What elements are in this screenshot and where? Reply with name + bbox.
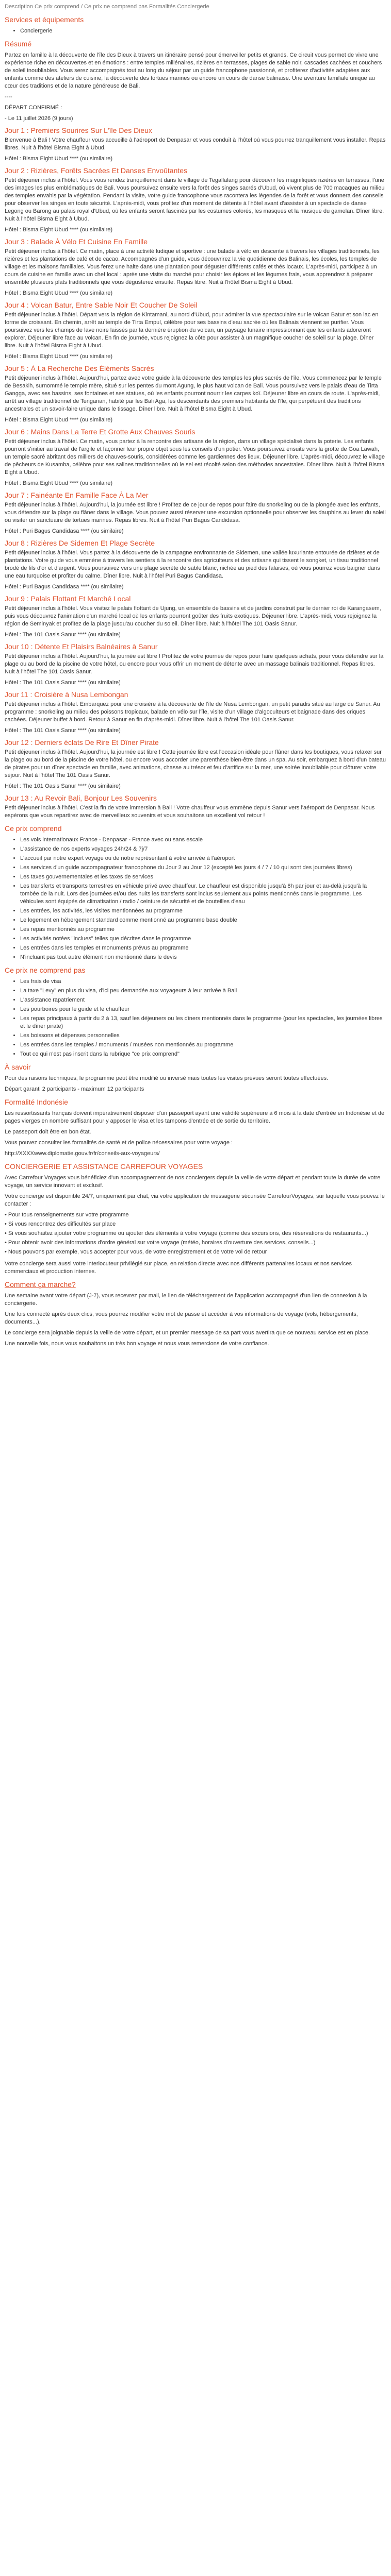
formalites-title: Formalité Indonésie <box>5 1098 68 1106</box>
list-item: • Si vous souhaitez ajouter votre programme ou ajouter des éléments à votre voyage (comme des excursions, des réservations de restaurants...) <box>5 1230 368 1236</box>
day-block <box>5 738 386 790</box>
day-hotel: Hôtel : Bisma Eight Ubud **** (ou similaire) <box>5 480 113 486</box>
how-section <box>5 1280 386 1348</box>
list-item: • Tout ce qui n'est pas inscrit dans la rubrique "ce prix comprend" <box>20 1050 386 1058</box>
concierge-list <box>5 1211 386 1256</box>
includes-list <box>5 836 386 961</box>
day-block <box>5 237 386 297</box>
diplomatie-link[interactable]: http://XXXXwww.diplomatie.gouv.fr/fr/conseils-aux-voyageurs/ <box>5 1150 160 1157</box>
day-title: Jour 5 : À La Recherche Des Éléments Sacrés <box>5 364 154 372</box>
concierge-section <box>5 1162 386 1276</box>
list-item: • Les entrées, les activités, les visites mentionnées au programme <box>20 907 386 915</box>
list-item: • N'incluant pas tout autre élément non mentionné dans le devis <box>20 954 386 961</box>
separator: ---- <box>5 94 12 100</box>
formalites-section <box>5 1097 386 1158</box>
day-title: Jour 2 : Rizières, Forêts Sacrées Et Danses Envoûtantes <box>5 166 188 175</box>
breadcrumb[interactable]: Description Ce prix comprend / Ce prix ne comprend pas Formalités Conciergerie <box>5 4 209 10</box>
day-title: Jour 13 : Au Revoir Bali, Bonjour Les Souvenirs <box>5 794 157 802</box>
list-item: • L'accueil par notre expert voyage ou de notre représentant à votre arrivée à l'aéroport <box>20 855 386 862</box>
list-item: • Les pourboires pour le guide et le chauffeur <box>20 1006 386 1013</box>
day-hotel: Hôtel : Bisma Eight Ubud **** (ou similaire) <box>5 227 113 233</box>
list-item-text: Si vous souhaitez ajouter votre programme ou ajouter des éléments à votre voyage (comme des excursions, des réservations de restaurants...) <box>8 1230 368 1236</box>
how-text: Une fois connecté après deux clics, vous pourrez modifier votre mot de passe et accéder à vos informations de voyage (vols, hébergements, documents...). <box>5 1311 358 1325</box>
how-text: Une semaine avant votre départ (J-7), vous recevrez par mail, le lien de téléchargement de l'application accompagné d'un lien de connexion à la conciergerie. <box>5 1293 367 1307</box>
day-block <box>5 793 386 820</box>
excludes-title: Ce prix ne comprend pas <box>5 966 86 974</box>
list-item: • Les transferts et transports terrestres en véhicule privé avec chauffeur. Le chauffeur est disponible jusqu'à 8h par jour et au-delà jusqu'à la tombée de la nuit. Lors des journées et/ou des nuits les transferts sont inclus seulement aux points mentionnés dans le programme. Les véhicules sont équipés de climatisation / radio / ceinture de sécurité et de bouteilles d'eau <box>20 883 386 906</box>
day-hotel: Hôtel : The 101 Oasis Sanur **** (ou similaire) <box>5 632 121 638</box>
excludes-section <box>5 965 386 1058</box>
savoir-text: Départ garanti 2 participants - maximum 12 participants <box>5 1086 144 1092</box>
day-title: Jour 6 : Mains Dans La Terre Et Grotte Aux Chauves Souris <box>5 428 196 436</box>
day-hotel: Hôtel : Puri Bagus Candidasa **** (ou similaire) <box>5 584 124 590</box>
day-title: Jour 12 : Derniers éclats De Rire Et Dîner Pirate <box>5 738 159 747</box>
day-hotel: Hôtel : The 101 Oasis Sanur **** (ou similaire) <box>5 783 121 789</box>
day-title: Jour 4 : Volcan Batur, Entre Sable Noir Et Coucher De Soleil <box>5 301 198 309</box>
day-hotel: Hôtel : The 101 Oasis Sanur **** (ou similaire) <box>5 680 121 686</box>
concierge-title: CONCIERGERIE ET ASSISTANCE CARREFOUR VOYAGES <box>5 1162 203 1171</box>
list-item-text: Pour tous renseignements sur votre programme <box>8 1212 129 1218</box>
day-title: Jour 8 : Rizières De Sidemen Et Plage Secrète <box>5 539 155 547</box>
savoir-text: Pour des raisons techniques, le programme peut être modifié ou inversé mais toutes les visites prévues seront toutes effectuées. <box>5 1075 329 1081</box>
day-block <box>5 642 386 687</box>
concierge-text: Votre concierge sera aussi votre interlocuteur privilégié sur place, en relation directe avec nos différents partenaires locaux et nos services commerciaux et production internes. <box>5 1261 352 1275</box>
day-text: Petit déjeuner inclus à l'hôtel. Aujourd'hui, la journée est libre ! Cette journée libre est l'occasion idéale pour flâner dans les boutiques, vous relaxer sur la plage ou au bord de la piscine de votre hôtel, ou encore vous accorder une parenthèse bien-être dans un spa. Au soir, embarquez à bord d'un bateau de pirates pour un dîner spectacle en famille, avec animations, chasse au trésor et feu d'artifice sur la mer, une soirée inoubliable pour clôturer votre séjour. Nuit à l'hôtel The 101 Oasis Sanur. <box>5 749 386 778</box>
formalites-text: Vous pouvez consulter les formalités de santé et de police nécessaires pour votre voyage : <box>5 1140 233 1146</box>
day-text: Petit déjeuner inclus à l'hôtel. Départ vers la région de Kintamani, au nord d'Ubud, pour admirer la vue spectaculaire sur le volcan Batur et son lac en forme de croissant. En chemin, arrêt au temple de Tirta Empul, célèbre pour ses bassins d'eau sacrée où les Balinais viennent se purifier. Vous poursuivez vers les champs de lave noire laissés par la dernière éruption du volcan, un paysage lunaire impressionnant que les enfants adoreront explorer. Déjeuner libre face au volcan. En fin de journée, vous rejoignez la côte pour assister à un magnifique coucher de soleil sur la plage. Dîner libre. Nuit à l'hôtel Bisma Eight à Ubud. <box>5 312 379 349</box>
day-title: Jour 7 : Fainéante En Famille Face À La Mer <box>5 491 149 499</box>
concierge-text: Votre concierge est disponible 24/7, uniquement par chat, via votre application de messagerie sécurisée CarrefourVoyages, sur laquelle vous pouvez le contacter : <box>5 1193 385 1207</box>
list-item: • Si vous rencontrez des difficultés sur place <box>5 1221 116 1227</box>
day-text: Petit déjeuner inclus à l'hôtel. Aujourd'hui, la journée est libre ! Profitez de ce jour de repos pour faire du snorkeling ou de la plongée avec les enfants, vous détendre sur la plage ou flâner dans le village. Vous pouvez aussi réserver une excursion optionnelle pour observer les dauphins au lever du soleil ou visiter un sanctuaire de tortues marines. Repas libres. Nuit à l'hôtel Puri Bagus Candidasa. <box>5 502 386 523</box>
savoir-title: À savoir <box>5 1063 31 1071</box>
day-hotel: Hôtel : Bisma Eight Ubud **** (ou similaire) <box>5 290 113 296</box>
list-item-text: Pour obtenir avoir des informations d'ordre général sur votre voyage (météo, horaires d'ouverture des services, conseils...) <box>8 1240 316 1246</box>
services-title: Services et équipements <box>5 15 84 24</box>
departure-label: DÉPART CONFIRMÉ : <box>5 105 62 111</box>
list-item-text: Nous pouvons par exemple, vous accepter pour vous, de votre enregistrement et de votre vol de retour <box>8 1249 267 1255</box>
day-block <box>5 126 386 163</box>
day-title: Jour 9 : Palais Flottant Et Marché Local <box>5 595 131 603</box>
list-item: • L'assistance rapatriement <box>20 996 386 1004</box>
list-item: • Nous pouvons par exemple, vous accepter pour vous, de votre enregistrement et de votre vol de retour <box>5 1249 267 1255</box>
formalites-text: Le passeport doit être en bon état. <box>5 1129 91 1135</box>
day-block <box>5 490 386 535</box>
list-item-text: Si vous rencontrez des difficultés sur place <box>8 1221 116 1227</box>
day-title: Jour 10 : Détente Et Plaisirs Balnéaires à Sanur <box>5 642 158 651</box>
services-list <box>5 27 386 35</box>
day-block <box>5 427 386 487</box>
day-title: Jour 11 : Croisière à Nusa Lembongan <box>5 690 128 699</box>
day-text: Petit déjeuner inclus à l'hôtel. C'est la fin de votre immersion à Bali ! Votre chauffeur vous emmène depuis Sanur vers l'aéroport de Denpasar. Nous espérons que vous repartirez avec de merveilleux souvenirs et vous souhaitons un excellent vol retour ! <box>5 805 375 819</box>
includes-section <box>5 824 386 961</box>
list-item: • Les entrées dans les temples / monuments / musées non mentionnés au programme <box>20 1041 386 1049</box>
resume-title: Résumé <box>5 40 32 48</box>
day-block <box>5 690 386 735</box>
day-text: Petit déjeuner inclus à l'hôtel. Ce matin, vous partez à la rencontre des artisans de la région, dans un village spécialisé dans la poterie. Les enfants pourront s'initier au travail de l'argile et façonner leur propre objet sous les conseils d'un potier. Vous poursuivez ensuite vers la grotte de Goa Lawah, un temple sacré abritant des milliers de chauves-souris, considérées comme les gardiennes des lieux. Déjeuner libre. L'après-midi, découvrez le village de pêcheurs de Kusamba, célèbre pour ses salines traditionnelles où le sel est récolté selon des méthodes ancestrales. Dîner libre. Nuit à l'hôtel Bisma Eight à Ubud. <box>5 438 385 476</box>
itinerary-section <box>5 126 386 820</box>
day-block <box>5 300 386 361</box>
list-item: • Les taxes gouvernementales et les taxes de services <box>20 873 386 881</box>
how-text: Une nouvelle fois, nous vous souhaitons un très bon voyage et nous vous remercions de votre confiance. <box>5 1341 269 1347</box>
day-text: Bienvenue à Bali ! Votre chauffeur vous accueille à l'aéroport de Denpasar et vous conduit à l'hôtel où vous pourrez tranquillement vous installer. Repas libres. Nuit à l'hôtel Bisma Eight à Ubud. <box>5 137 386 151</box>
list-item: • Les entrées dans les temples et monuments prévus au programme <box>20 944 386 952</box>
day-hotel: Hôtel : Bisma Eight Ubud **** (ou similaire) <box>5 156 113 162</box>
day-title: Jour 1 : Premiers Sourires Sur L'île Des Dieux <box>5 126 152 134</box>
resume-section <box>5 39 386 123</box>
concierge-text: Avec Carrefour Voyages vous bénéficiez d'un accompagnement de nos conciergers depuis la veille de votre départ et pendant toute la durée de votre voyage, un service innovant et exclusif. <box>5 1175 381 1189</box>
day-text: Petit déjeuner inclus à l'hôtel. Vous visitez le palais flottant de Ujung, un ensemble de bassins et de jardins construit par le dernier roi de Karangasem, puis vous découvrez l'animation d'un marché local où les enfants pourront goûter des fruits exotiques. Déjeuner libre. L'après-midi, vous rejoignez la région de Seminyak et profitez de la plage jusqu'au coucher du soleil. Dîner libre. Nuit à l'hôtel The 101 Oasis Sanur. <box>5 605 381 627</box>
includes-title: Ce prix comprend <box>5 824 62 833</box>
list-item: • Pour tous renseignements sur votre programme <box>5 1212 129 1218</box>
list-item: • Les boissons et dépenses personnelles <box>20 1032 386 1040</box>
day-hotel: Hôtel : Puri Bagus Candidasa **** (ou similaire) <box>5 528 124 534</box>
day-hotel: Hôtel : Bisma Eight Ubud **** (ou similaire) <box>5 417 113 423</box>
day-text: Petit déjeuner inclus à l'hôtel. Vous partez à la découverte de la campagne environnante de Sidemen, une vallée luxuriante entourée de rizières et de plantations. Votre guide vous emmène à travers les sentiers à la rencontre des agriculteurs et des artisans qui tissent le songket, un tissu traditionnel brodé de fils d'or et d'argent. Vous poursuivez vers une plage secrète de sable blanc, nichée au pied des falaises, où vous pourrez vous baigner dans une eau turquoise et profiter du calme. Dîner libre. Nuit à l'hôtel Puri Bagus Candidasa. <box>5 550 380 579</box>
day-hotel: Hôtel : The 101 Oasis Sanur **** (ou similaire) <box>5 727 121 734</box>
list-item: • Les vols internationaux France - Denpasar - France avec ou sans escale <box>20 836 386 844</box>
list-item: • Les repas principaux à partir du 2 à 13, sauf les déjeuners ou les dîners mentionnés dans le programme (pour les spectacles, les journées libres et le dîner pirate) <box>20 1015 386 1030</box>
services-section <box>5 15 386 35</box>
list-item: • Les frais de visa <box>20 978 386 986</box>
day-block <box>5 166 386 234</box>
list-item: • La taxe "Levy" en plus du visa, d'ici peu demandée aux voyageurs à leur arrivée à Bali <box>20 987 386 995</box>
list-item: • Le logement en hébergement standard comme mentionné au programme base double <box>20 917 386 924</box>
day-text: Petit déjeuner inclus à l'hôtel. Vous vous rendez tranquillement dans le village de Tegallalang pour découvrir les magnifiques rizières en terrasses, l'une des images les plus emblématiques de Bali. Vous poursuivez ensuite vers la forêt des singes sacrés d'Ubud, où vivent plus de 700 macaques au milieu des temples envahis par la végétation. Pendant la visite, votre guide francophone vous racontera les légendes de la forêt et vous donnera des conseils pour observer les singes en toute sécurité. L'après-midi, vous profitez d'un moment de détente à l'hôtel avant d'assister à un spectacle de danse Legong ou Barong au palais royal d'Ubud, où les enfants seront fascinés par les costumes colorés, les masques et la musique du gamelan. Dîner libre. Nuit à l'hôtel Bisma Eight à Ubud. <box>5 177 385 222</box>
list-item: • Les repas mentionnés au programme <box>20 926 386 934</box>
how-text: Le concierge sera joignable depuis la veille de votre départ, et un premier message de sa part vous avertira que ce nouveau service est en place. <box>5 1330 370 1336</box>
how-title: Comment ça marche? <box>5 1280 76 1289</box>
day-block <box>5 364 386 424</box>
formalites-text: Les ressortissants français doivent impérativement disposer d'un passeport ayant une validité supérieure à 6 mois à la date d'entrée en Indonésie et de pages vierges en nombre suffisant pour y apposer le visa et les tampons d'entrée et de sortie du territoire. <box>5 1110 385 1124</box>
list-item: • Pour obtenir avoir des informations d'ordre général sur votre voyage (météo, horaires d'ouverture des services, conseils...) <box>5 1240 316 1246</box>
day-hotel: Hôtel : Bisma Eight Ubud **** (ou similaire) <box>5 353 113 360</box>
day-text: Petit déjeuner inclus à l'hôtel. Embarquez pour une croisière à la découverte de l'île de Nusa Lembongan, un petit paradis situé au large de Sanur. Au programme : snorkeling au milieu des poissons tropicaux, balade en vélo sur l'île, visite d'un village d'algoculteurs et baignade dans des criques cachées. Déjeuner buffet à bord. Retour à Sanur en fin d'après-midi. Dîner libre. Nuit à l'hôtel The 101 Oasis Sanur. <box>5 701 380 723</box>
list-item: • Les activités notées "inclues" telles que décrites dans le programme <box>20 935 386 943</box>
day-title: Jour 3 : Balade À Vélo Et Cuisine En Famille <box>5 238 148 246</box>
savoir-section <box>5 1062 386 1093</box>
excludes-list <box>5 978 386 1058</box>
day-text: Petit déjeuner inclus à l'hôtel. Ce matin, place à une activité ludique et sportive : une balade à vélo en descente à travers les villages traditionnels, les rizières et les plantations de café et de cacao. Accompagnés d'un guide, vous découvrirez la vie quotidienne des Balinais, les écoles, les temples de village et les maisons familiales. Vous ferez une halte dans une plantation pour déguster différents cafés et thés locaux. L'après-midi, participez à un cours de cuisine en famille avec un chef local : après une visite du marché pour choisir les épices et les légumes frais, vous apprendrez à préparer ensemble plusieurs plats traditionnels que vous dégusterez ensuite. Repas libre. Nuit à l'hôtel Bisma Eight à Ubud. <box>5 248 380 285</box>
day-text: Petit déjeuner inclus à l'hôtel. Aujourd'hui, partez avec votre guide à la découverte des temples les plus sacrés de l'île. Vous commencez par le temple de Besakih, surnommé le temple mère, situé sur les pentes du mont Agung, le plus haut volcan de Bali. Vous poursuivez vers le palais d'eau de Tirta Gangga, avec ses bassins, ses fontaines et ses statues, où les enfants pourront nourrir les carpes koï. Déjeuner libre en cours de route. L'après-midi, arrêt au village traditionnel de Tenganan, habité par les Bali Aga, les descendants des premiers habitants de l'île, qui perpétuent des traditions ancestrales et un savoir-faire unique dans le tissage. Dîner libre. Nuit à l'hôtel Bisma Eight à Ubud. <box>5 375 382 412</box>
day-block <box>5 594 386 639</box>
resume-text: Partez en famille à la découverte de l'île des Dieux à travers un itinéraire pensé pour émerveiller petits et grands. Ce circuit vous permet de vivre une expérience riche en découvertes et en émotions : entre temples millénaires, rizières en terrasses, plages de sable noir, cascades cachées et couchers de soleil inoubliables. Vous serez accompagnés tout au long du séjour par un guide francophone passionné, et profiterez d'activités adaptées aux enfants comme des ateliers de cuisine, la découverte des tortues marines ou encore un cours de danse balinaise. Une aventure familiale unique au cœur des traditions et de la nature généreuse de Bali. <box>5 52 382 89</box>
list-item: • Les services d'un guide accompagnateur francophone du Jour 2 au Jour 12 (excepté les jours 4 / 7 / 10 qui sont des journées libres) <box>20 864 386 872</box>
departure-dates: - Le 11 juillet 2026 (9 jours) <box>5 115 73 122</box>
service-item: • Conciergerie <box>20 27 386 35</box>
day-text: Petit déjeuner inclus à l'hôtel. Aujourd'hui, la journée est libre ! Profitez de votre journée de repos pour faire quelques achats, pour vous détendre sur la plage ou au bord de la piscine de votre hôtel, ou encore pour vous offrir un moment de détente avec un massage balinais traditionnel. Repas libres. Nuit à l'hôtel The 101 Oasis Sanur. <box>5 653 384 675</box>
list-item: • L'assistance de nos experts voyages 24h/24 & 7j/7 <box>20 845 386 853</box>
day-block <box>5 538 386 591</box>
